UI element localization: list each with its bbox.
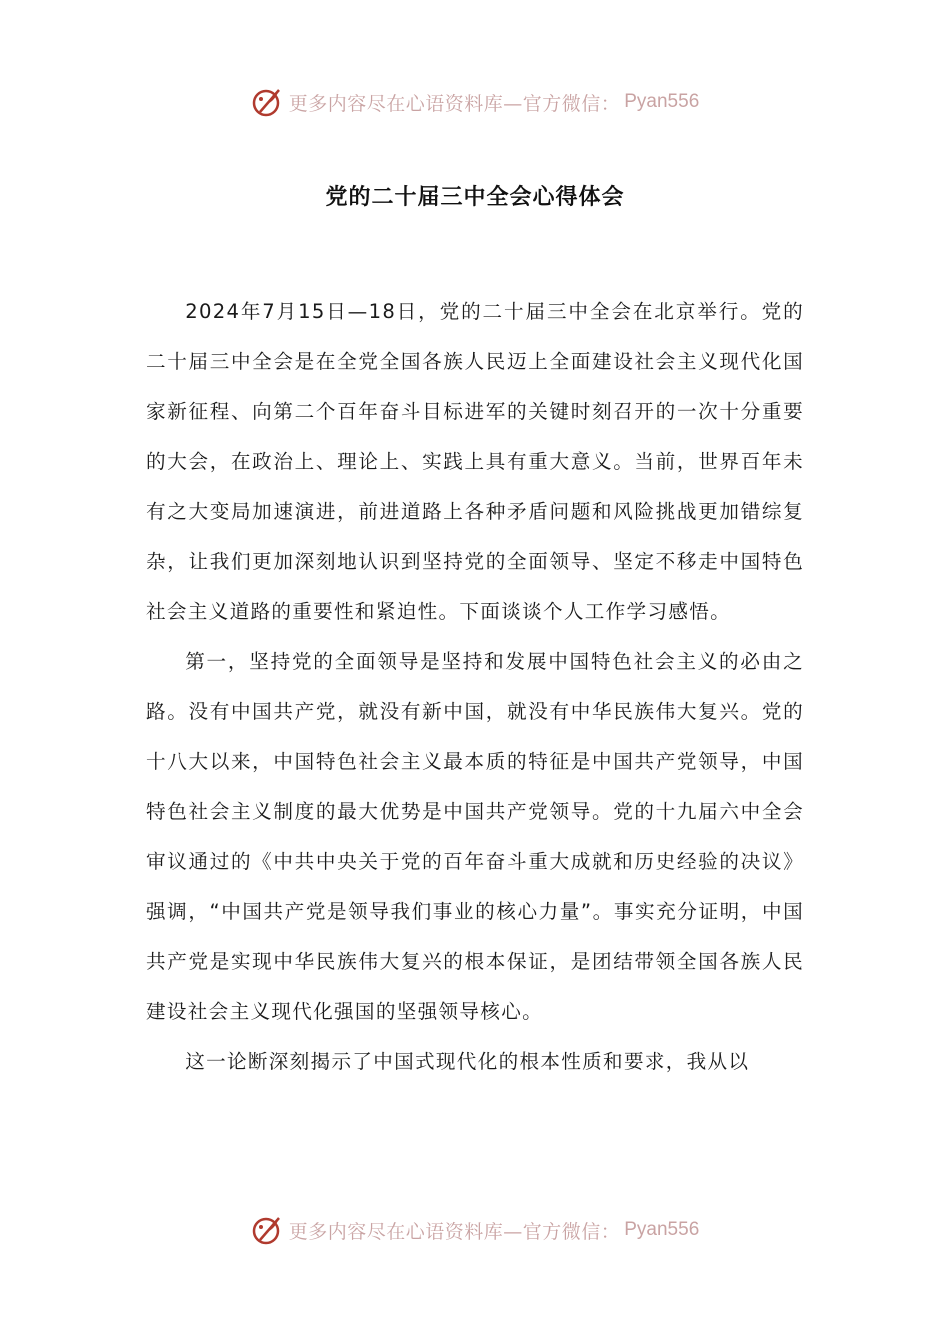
paragraph-3: 这一论断深刻揭示了中国式现代化的根本性质和要求，我从以: [185, 1050, 750, 1073]
header-banner-text: 更多内容尽在心语资料库—官方微信：: [288, 92, 621, 115]
header-banner: [0, 82, 950, 122]
document-title: 党的二十届三中全会心得体会: [325, 185, 625, 210]
document-body: [146, 287, 804, 1087]
footer-banner: [0, 1210, 950, 1250]
footer-wechat-id: Pyan556: [624, 1219, 700, 1240]
quill-logo-icon: [251, 1213, 285, 1247]
header-wechat-id: Pyan556: [624, 91, 700, 112]
quill-logo-icon: [251, 85, 285, 119]
paragraph-2: 第一，坚持党的全面领导是坚持和发展中国特色社会主义的必由之路。没有中国共产党，就没有新中国，就没有中华民族伟大复兴。党的十八大以来，中国特色社会主义最本质的特征是中国共产党领导，中国特色社会主义制度的最大优势是中国共产党领导。党的十九届六中全会审议通过的《中共中央关于党的百年奋斗重大成就和历史经验的决议》强调，“中国共产党是领导我们事业的核心力量”。事实充分证明，中国共产党是实现中华民族伟大复兴的根本保证，是团结带领全国各族人民建设社会主义现代化强国的坚强领导核心。: [146, 650, 804, 1023]
paragraph-1: 2024年7月15日—18日，党的二十届三中全会在北京举行。党的二十届三中全会是在全党全国各族人民迈上全面建设社会主义现代化国家新征程、向第二个百年奋斗目标进军的关键时刻召开的一次十分重要的大会，在政治上、理论上、实践上具有重大意义。当前，世界百年未有之大变局加速演进，前进道路上各种矛盾问题和风险挑战更加错综复杂，让我们更加深刻地认识到坚持党的全面领导、坚定不移走中国特色社会主义道路的重要性和紧迫性。下面谈谈个人工作学习感悟。: [146, 300, 804, 623]
footer-banner-text: 更多内容尽在心语资料库—官方微信：: [288, 1220, 621, 1243]
